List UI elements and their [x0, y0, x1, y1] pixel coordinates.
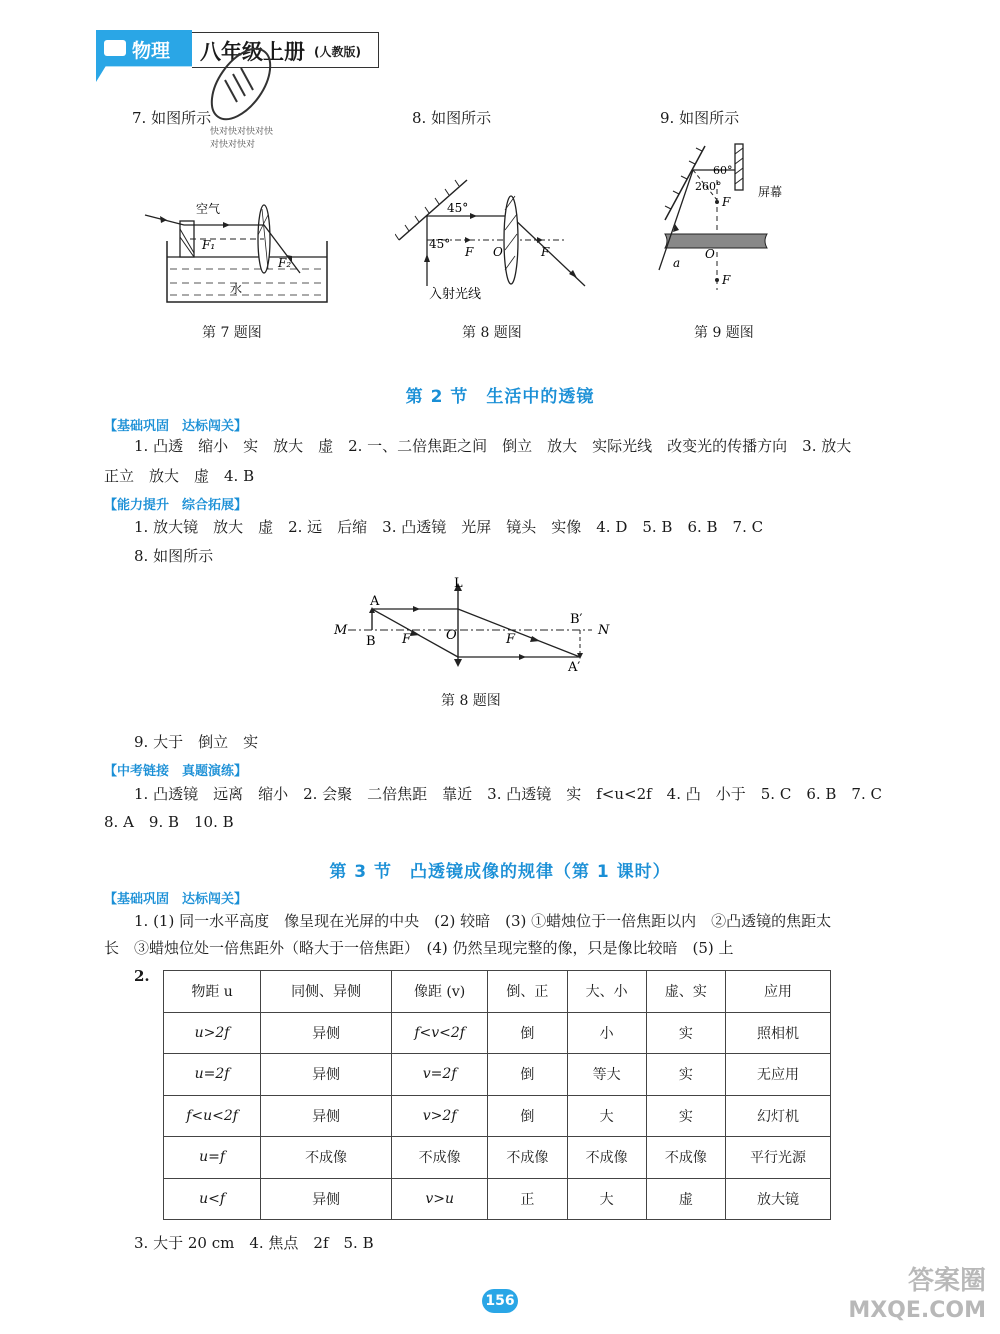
table-cell: 异侧 [261, 1054, 392, 1096]
table-cell: 正 [488, 1178, 567, 1220]
section3-line1: 1. (1) 同一水平高度 像呈现在光屏的中央 (2) 较暗 (3) ①蜡烛位于一倍焦距以内 ②凸透镜的焦距太 [134, 912, 832, 930]
q8-label: 8. 如图所示 [412, 109, 492, 127]
section2-line3: 1. 放大镜 放大 虚 2. 远 后缩 3. 凸透镜 光屏 镜头 实像 4. D 5. B 6. B 7. C [134, 518, 764, 536]
table-header: 应用 [725, 971, 830, 1013]
section3-line2: 长 ③蜡烛位处一倍焦距外（略大于一倍焦距） (4) 仍然呈现完整的像，只是像比较暗 (5) 上 [104, 939, 734, 957]
fig7-air: 空气 [196, 202, 221, 216]
table-cell: 不成像 [646, 1137, 725, 1179]
table-cell: v>2f [391, 1095, 487, 1137]
watermark-url: MXQE.COM [848, 1298, 986, 1323]
section2-title: 第 2 节 生活中的透镜 [405, 387, 595, 407]
fig7-f1: F₁ [202, 238, 216, 252]
fig8-f-left: F [465, 245, 474, 259]
table-cell: 异侧 [261, 1012, 392, 1054]
table-cell: 倒 [488, 1054, 567, 1096]
figure-9 [655, 140, 805, 300]
table-cell: 异侧 [261, 1178, 392, 1220]
fig8-f-right: F [541, 245, 550, 259]
fig8-incident: 入射光线 [429, 287, 482, 300]
fig8b-l: L [454, 576, 463, 591]
table-cell: 等大 [567, 1054, 646, 1096]
table-header: 物距 u [164, 971, 261, 1013]
table-row [164, 1178, 831, 1220]
fig8-caption: 第 8 题图 [462, 325, 522, 341]
fig8b-a: A [370, 594, 380, 609]
fig8b-f-left: F [402, 632, 412, 647]
table-header: 虚、实 [646, 971, 725, 1013]
table-cell: 大 [567, 1095, 646, 1137]
table-header-row [164, 971, 831, 1013]
fig8b-f-right: F [506, 632, 516, 647]
section2-line6: 1. 凸透镜 远离 缩小 2. 会聚 二倍焦距 靠近 3. 凸透镜 实 f<u<2f 4. 凸 小于 5. C 6. B 7. C [134, 785, 882, 803]
fig7-ray [145, 215, 300, 273]
fig8-o: O [493, 245, 503, 259]
table-cell: 实 [646, 1054, 725, 1096]
table-cell: 倒 [488, 1012, 567, 1054]
table-row [164, 1012, 831, 1054]
fig9-angle260: 260° [695, 180, 722, 193]
table-cell: 平行光源 [725, 1137, 830, 1179]
table-row [164, 1054, 831, 1096]
table-cell: 异侧 [261, 1095, 392, 1137]
fig9-lens [665, 234, 767, 248]
section2-line7: 8. A 9. B 10. B [104, 813, 234, 831]
fig7-water: 水 [230, 282, 243, 296]
figure-7 [140, 195, 340, 310]
page-number: 156 [482, 1289, 518, 1313]
section2-tag-basic: 【基础巩固 达标闯关】 [104, 419, 248, 434]
leaf-icon [104, 40, 126, 56]
watermark [848, 1266, 986, 1326]
fig8b-m: M [334, 623, 348, 638]
section2-line5: 9. 大于 倒立 实 [134, 733, 259, 751]
section3-line3: 3. 大于 20 cm 4. 焦点 2f 5. B [134, 1234, 374, 1252]
section3-q2: 2. [134, 967, 150, 985]
fig9-f-bottom: F [722, 273, 731, 287]
header-grade: 八年级上册 [200, 40, 305, 64]
table-cell: 照相机 [725, 1012, 830, 1054]
figure-8b [330, 575, 620, 675]
table-cell: f<u<2f [164, 1095, 261, 1137]
fig9-screen-label: 屏幕 [758, 185, 783, 199]
fig8b-o: O [446, 628, 457, 643]
table-cell: u=2f [164, 1054, 261, 1096]
table-cell: u>2f [164, 1012, 261, 1054]
fig8b-a-prime: A′ [568, 660, 581, 675]
section2-line2: 正立 放大 虚 4. B [104, 467, 255, 485]
fig8-lens [504, 196, 518, 284]
fig9-f-top: F [722, 195, 731, 209]
table-header: 倒、正 [488, 971, 567, 1013]
table-cell: 不成像 [488, 1137, 567, 1179]
fig7-f2: F₂ [278, 256, 292, 270]
figure-8 [395, 170, 595, 300]
fig8b-b-prime: B′ [570, 612, 583, 627]
table-cell: 不成像 [261, 1137, 392, 1179]
table-cell: f<v<2f [391, 1012, 487, 1054]
section2-tag-ability: 【能力提升 综合拓展】 [104, 498, 248, 513]
table-cell: 放大镜 [725, 1178, 830, 1220]
table-row [164, 1137, 831, 1179]
section3-tag-basic: 【基础巩固 达标闯关】 [104, 892, 248, 907]
table-header: 同侧、异侧 [261, 971, 392, 1013]
table-cell: u=f [164, 1137, 261, 1179]
table-cell: 实 [646, 1012, 725, 1054]
q7-label: 7. 如图所示 [132, 109, 212, 127]
table-cell: v=2f [391, 1054, 487, 1096]
watermark-logo: 答案圈 [907, 1266, 986, 1296]
fig9-a: a [673, 256, 681, 270]
header-edition: (人教版) [314, 45, 361, 59]
table-cell: u<f [164, 1178, 261, 1220]
fig8-angle1: 45° [447, 201, 469, 215]
fig8b-b: B [366, 634, 376, 649]
section2-tag-exam: 【中考链接 真题演练】 [104, 764, 248, 779]
section2-line4: 8. 如图所示 [134, 547, 214, 565]
table-cell: 不成像 [567, 1137, 646, 1179]
fig8b-n: N [598, 623, 610, 638]
table-cell: 虚 [646, 1178, 725, 1220]
table-cell: 小 [567, 1012, 646, 1054]
section2-line1: 1. 凸透 缩小 实 放大 虚 2. 一、二倍焦距之间 倒立 放大 实际光线 改变光的传播方向 3. 放大 [134, 437, 852, 455]
fig8-angle2: 45° [429, 237, 451, 251]
q9-label: 9. 如图所示 [660, 109, 740, 127]
fig9-caption: 第 9 题图 [694, 325, 754, 341]
fig7-caption: 第 7 题图 [202, 325, 262, 341]
table-cell: 大 [567, 1178, 646, 1220]
table-cell: 倒 [488, 1095, 567, 1137]
table-header: 像距 (v) [391, 971, 487, 1013]
fig9-o: O [705, 247, 715, 261]
header-subject: 物理 [132, 40, 171, 62]
table-cell: v>u [391, 1178, 487, 1220]
table-cell: 幻灯机 [725, 1095, 830, 1137]
table-cell: 不成像 [391, 1137, 487, 1179]
table-header: 大、小 [567, 971, 646, 1013]
stamp-text: 快对快对快对快对快对快对 [210, 127, 274, 150]
fig8b-caption: 第 8 题图 [441, 693, 501, 709]
fig9-angle60: 60° [713, 164, 733, 177]
table-cell: 无应用 [725, 1054, 830, 1096]
table-row [164, 1095, 831, 1137]
section3-title: 第 3 节 凸透镜成像的规律（第 1 课时） [329, 862, 671, 882]
imaging-rules-table [163, 970, 831, 1220]
table-cell: 实 [646, 1095, 725, 1137]
